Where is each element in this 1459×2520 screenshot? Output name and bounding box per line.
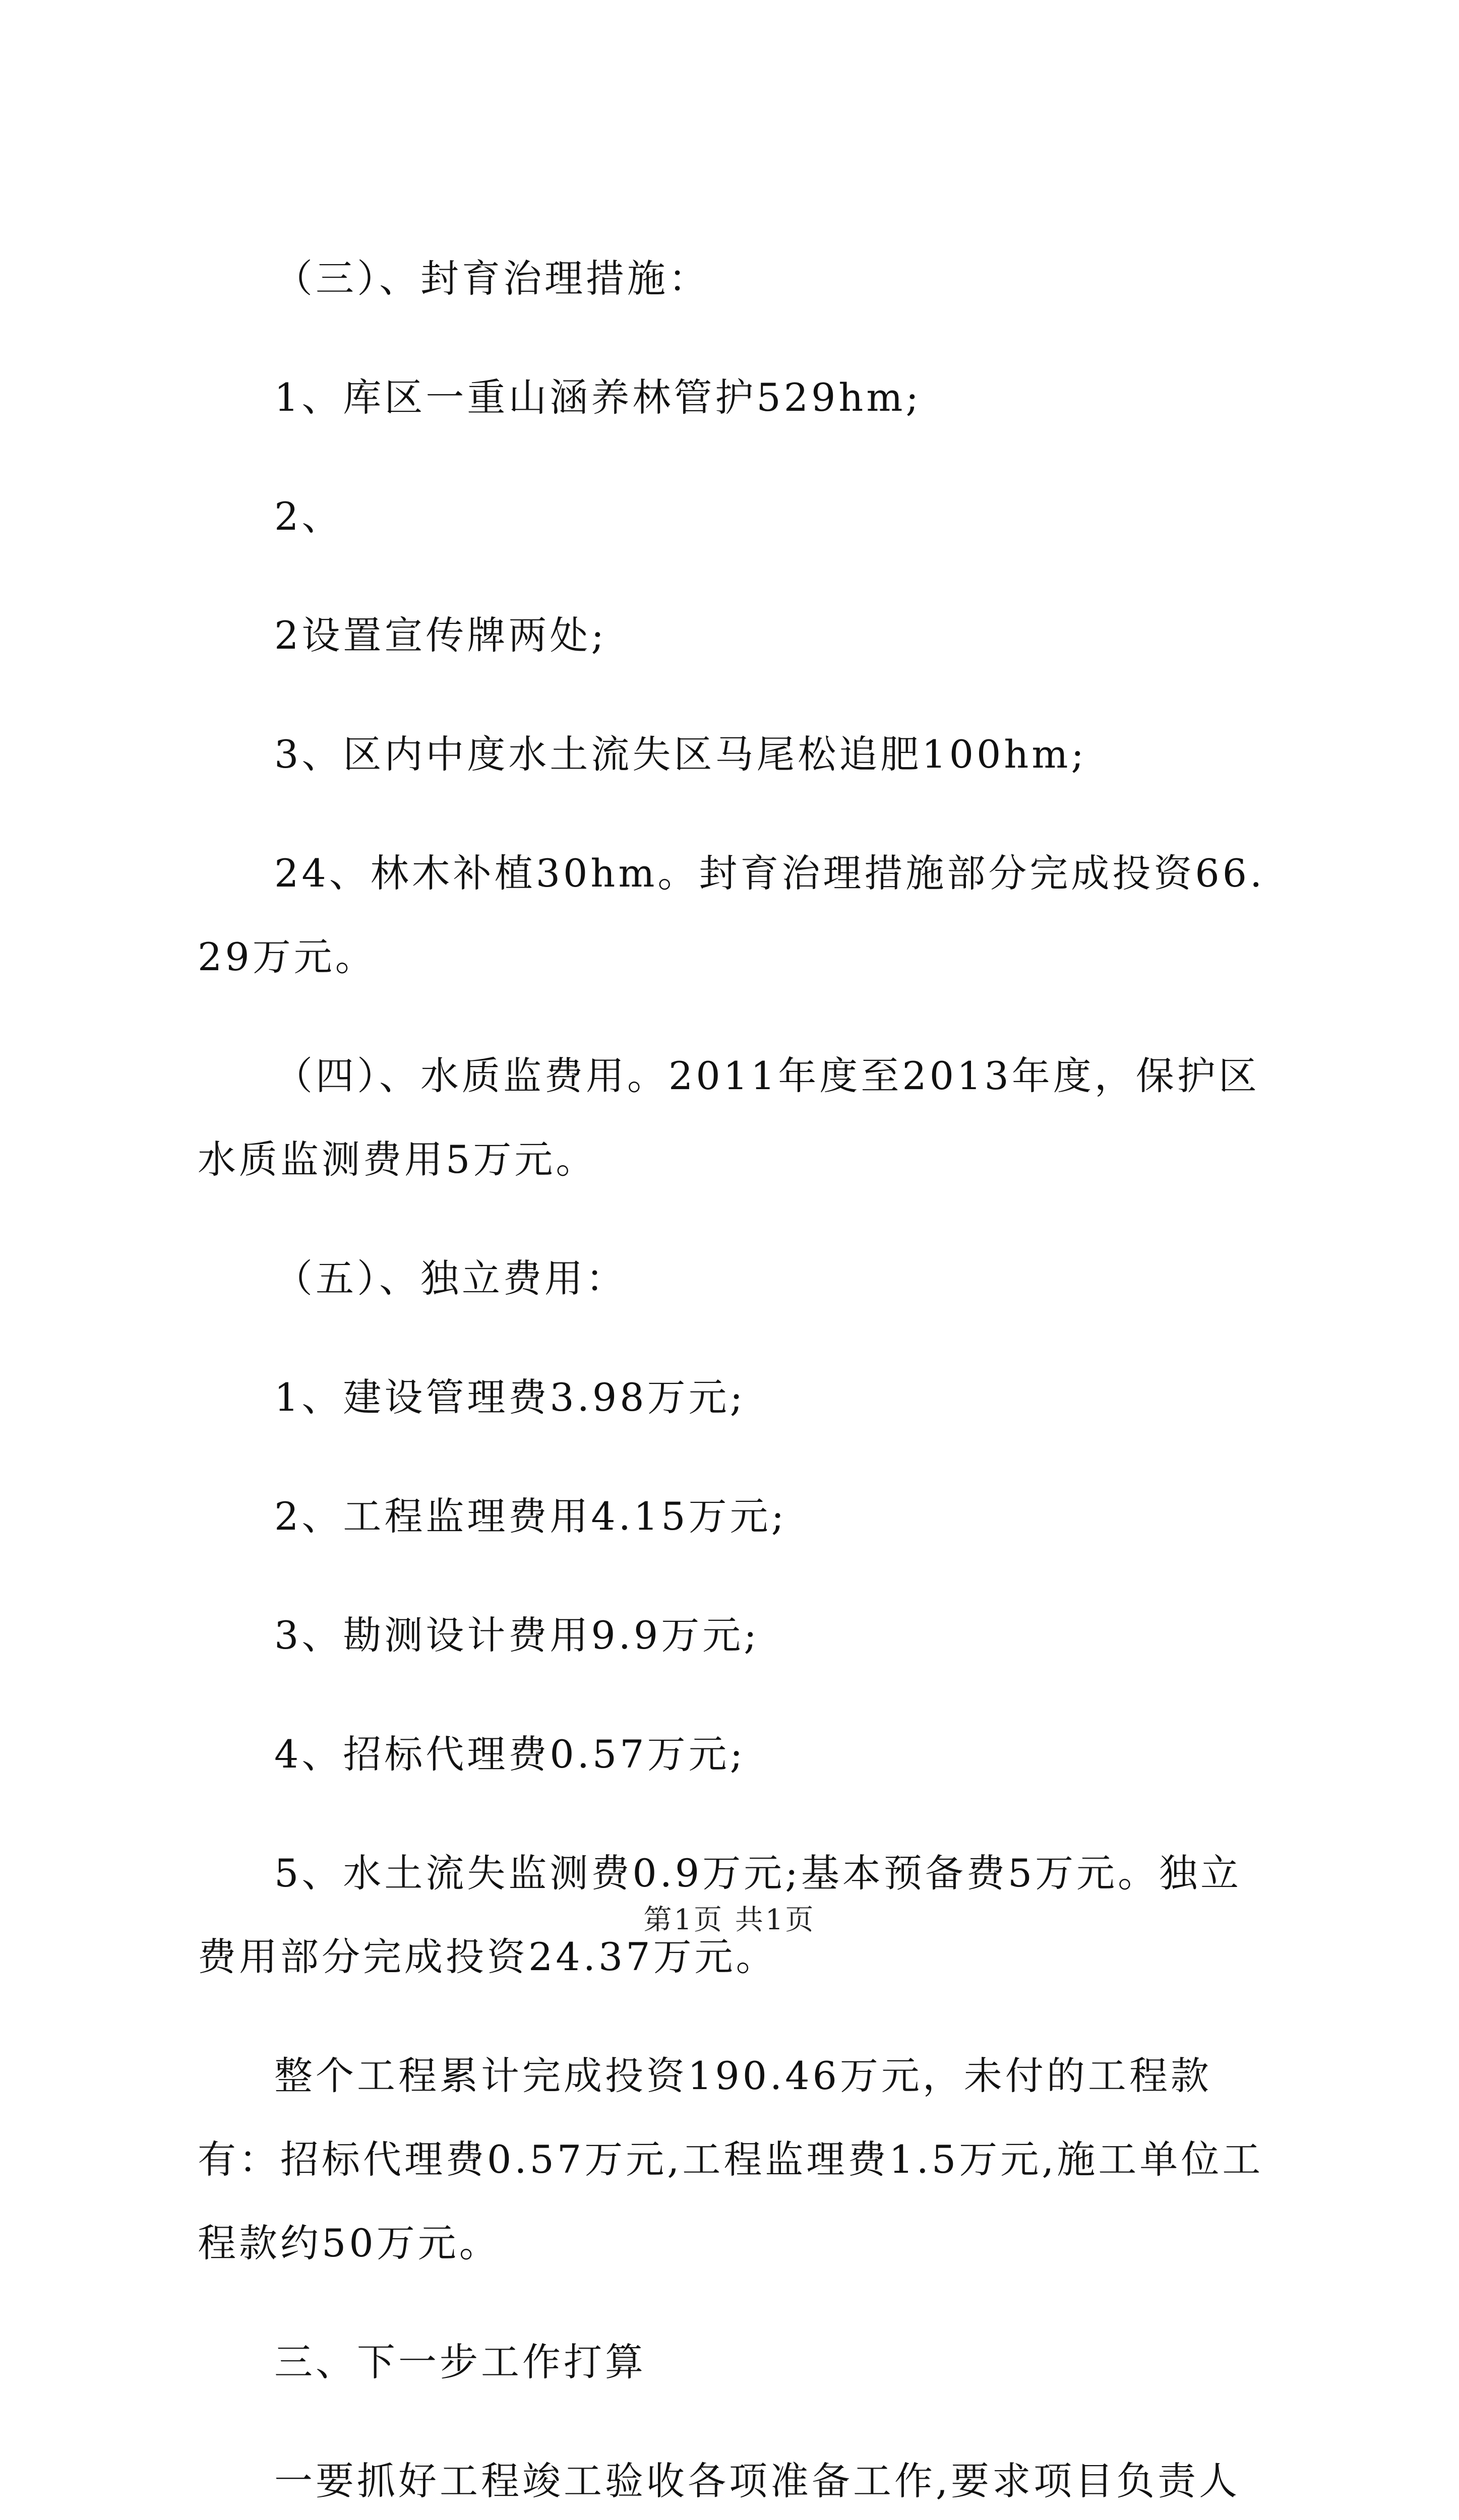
list-item: 2、 [274, 494, 343, 539]
summary-paragraph: 整个工程累计完成投资190.46万元，未付的工程款有：招标代理费0.57万元,工程监理费1.5万元,施工单位工程款约50万元。 [198, 2053, 1264, 2265]
section-water-quality: （四）、水质监费用。2011年度至2013年度，保护区水质监测费用5万元。 [198, 1053, 1260, 1182]
list-item: 1、建设管理费3.98万元; [274, 1375, 746, 1420]
list-item: 3、勘测设计费用9.9万元; [274, 1613, 760, 1658]
list-item: 4、招标代理费0.57万元; [274, 1732, 746, 1777]
list-item: 2、工程监理费用4.15万元; [274, 1494, 787, 1539]
list-item: 3、区内中度水土流失区马尾松追肥100hm; [274, 732, 1087, 777]
list-item: 2设置宣传牌两处; [274, 613, 607, 658]
list-item: 24、林木补植30hm。封育治理措施部分完成投资66.29万元。 [198, 851, 1265, 979]
section-heading-closure-measures: （三）、封育治理措施： [274, 256, 710, 301]
page-footer: 第1页 共1页 [643, 1904, 816, 1936]
list-item: 5、水土流失监测费0.9万元;基本预备费5万元。独立费用部分完成投资24.37万元。 [198, 1851, 1242, 1979]
section-heading-next-steps: 三、下一步工作打算 [274, 2340, 646, 2384]
section-heading-independent-costs: （五）、独立费用： [274, 1256, 627, 1301]
document-body [198, 237, 1276, 2520]
list-item: 1、库区一重山涵养林管护529hm; [274, 375, 922, 420]
body-paragraph: 一要抓好工程竣工验收各项准备工作,要求项目负责人 [274, 2459, 1241, 2503]
